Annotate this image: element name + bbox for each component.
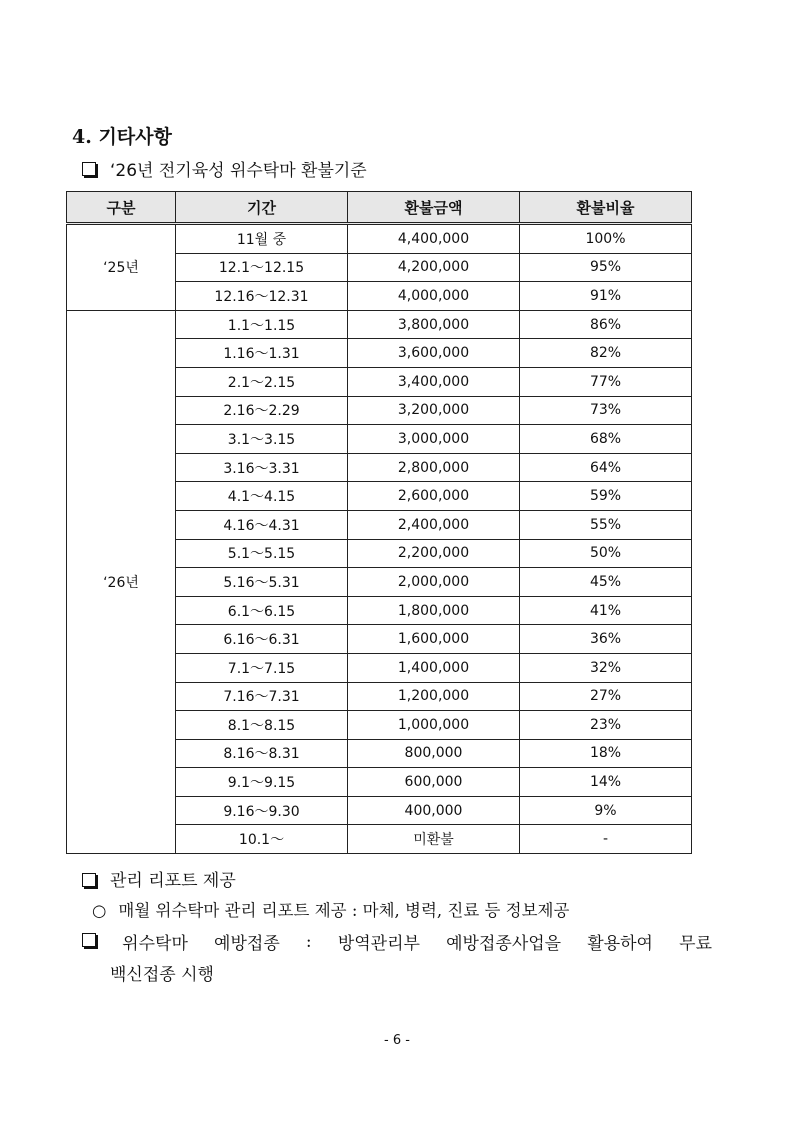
period-cell: 12.16～12.31 — [176, 282, 348, 311]
period-cell: 9.16～9.30 — [176, 796, 348, 825]
rate-cell: 32% — [520, 653, 692, 682]
table-row — [67, 224, 692, 254]
checkbox-square-icon — [82, 162, 96, 176]
rate-cell: 14% — [520, 768, 692, 797]
period-cell: 4.16～4.31 — [176, 510, 348, 539]
rate-cell: 41% — [520, 596, 692, 625]
rate-cell: 82% — [520, 339, 692, 368]
amount-cell: 1,800,000 — [348, 596, 520, 625]
amount-cell: 400,000 — [348, 796, 520, 825]
amount-cell: 4,200,000 — [348, 253, 520, 282]
header-amount: 환불금액 — [348, 192, 520, 224]
amount-cell: 3,400,000 — [348, 367, 520, 396]
amount-cell: 4,400,000 — [348, 224, 520, 254]
amount-cell: 800,000 — [348, 739, 520, 768]
period-cell: 10.1～ — [176, 825, 348, 854]
amount-cell: 1,600,000 — [348, 625, 520, 654]
subtitle-text: ‘26년 전기육성 위수탁마 환불기준 — [110, 161, 367, 181]
management-detail: 매월 위수탁마 관리 리포트 제공 : 마체, 병력, 진료 등 정보제공 — [118, 901, 570, 920]
amount-cell: 2,400,000 — [348, 510, 520, 539]
period-cell: 5.1～5.15 — [176, 539, 348, 568]
vaccination-word: 무료 — [679, 934, 712, 954]
vaccination-word: : — [305, 931, 312, 952]
rate-cell: 59% — [520, 482, 692, 511]
amount-cell: 1,000,000 — [348, 711, 520, 740]
amount-cell: 3,200,000 — [348, 396, 520, 425]
amount-cell: 미환불 — [348, 825, 520, 854]
rate-cell: - — [520, 825, 692, 854]
management-detail-line — [92, 897, 569, 921]
management-heading-line — [82, 866, 236, 891]
circle-bullet-icon: ○ — [92, 901, 107, 920]
vaccination-word: 방역관리부 — [337, 934, 420, 954]
amount-cell: 600,000 — [348, 768, 520, 797]
rate-cell: 100% — [520, 224, 692, 254]
amount-cell: 3,600,000 — [348, 339, 520, 368]
header-category: 구분 — [67, 192, 176, 224]
period-cell: 8.16～8.31 — [176, 739, 348, 768]
amount-cell: 2,000,000 — [348, 568, 520, 597]
period-cell: 2.1～2.15 — [176, 367, 348, 396]
period-cell: 1.16～1.31 — [176, 339, 348, 368]
rate-cell: 27% — [520, 682, 692, 711]
rate-cell: 18% — [520, 739, 692, 768]
rate-cell: 68% — [520, 425, 692, 454]
rate-cell: 23% — [520, 711, 692, 740]
vaccination-line-2: 백신접종 시행 — [110, 965, 214, 985]
period-cell: 5.16～5.31 — [176, 568, 348, 597]
period-cell: 9.1～9.15 — [176, 768, 348, 797]
period-cell: 12.1～12.15 — [176, 253, 348, 282]
period-cell: 11월 중 — [176, 224, 348, 254]
period-cell: 7.16～7.31 — [176, 682, 348, 711]
period-cell: 6.16～6.31 — [176, 625, 348, 654]
amount-cell: 2,800,000 — [348, 453, 520, 482]
table-header-row — [67, 192, 692, 224]
rate-cell: 64% — [520, 453, 692, 482]
rate-cell: 50% — [520, 539, 692, 568]
amount-cell: 2,200,000 — [348, 539, 520, 568]
rate-cell: 45% — [520, 568, 692, 597]
header-period: 기간 — [176, 192, 348, 224]
amount-cell: 3,800,000 — [348, 310, 520, 339]
rate-cell: 95% — [520, 253, 692, 282]
rate-cell: 9% — [520, 796, 692, 825]
period-cell: 3.16～3.31 — [176, 453, 348, 482]
table-body — [67, 224, 692, 854]
period-cell: 4.1～4.15 — [176, 482, 348, 511]
rate-cell: 36% — [520, 625, 692, 654]
vaccination-word: 위수탁마 — [122, 934, 188, 954]
period-cell: 1.1～1.15 — [176, 310, 348, 339]
checkbox-square-icon — [82, 933, 96, 947]
period-cell: 3.1～3.15 — [176, 425, 348, 454]
vaccination-line-1 — [82, 929, 712, 954]
vaccination-word: 예방접종사업을 — [446, 934, 562, 954]
rate-cell: 55% — [520, 510, 692, 539]
amount-cell: 2,600,000 — [348, 482, 520, 511]
section-heading: 4. 기타사항 — [72, 126, 172, 148]
rate-cell: 77% — [520, 367, 692, 396]
amount-cell: 3,000,000 — [348, 425, 520, 454]
management-heading: 관리 리포트 제공 — [110, 871, 236, 891]
header-rate: 환불비율 — [520, 192, 692, 224]
vaccination-word: 활용하여 — [587, 934, 653, 954]
table-row — [67, 310, 692, 339]
amount-cell: 4,000,000 — [348, 282, 520, 311]
group-label-cell: ‘26년 — [67, 310, 176, 853]
rate-cell: 86% — [520, 310, 692, 339]
amount-cell: 1,200,000 — [348, 682, 520, 711]
rate-cell: 91% — [520, 282, 692, 311]
vaccination-word: 예방접종 — [214, 934, 280, 954]
refund-table — [66, 191, 692, 854]
checkbox-square-icon — [82, 873, 96, 887]
page-number: - 6 - — [384, 1033, 410, 1048]
group-label-cell: ‘25년 — [67, 224, 176, 311]
rate-cell: 73% — [520, 396, 692, 425]
period-cell: 6.1～6.15 — [176, 596, 348, 625]
period-cell: 7.1～7.15 — [176, 653, 348, 682]
amount-cell: 1,400,000 — [348, 653, 520, 682]
period-cell: 2.16～2.29 — [176, 396, 348, 425]
period-cell: 8.1～8.15 — [176, 711, 348, 740]
subtitle-line — [82, 156, 367, 181]
